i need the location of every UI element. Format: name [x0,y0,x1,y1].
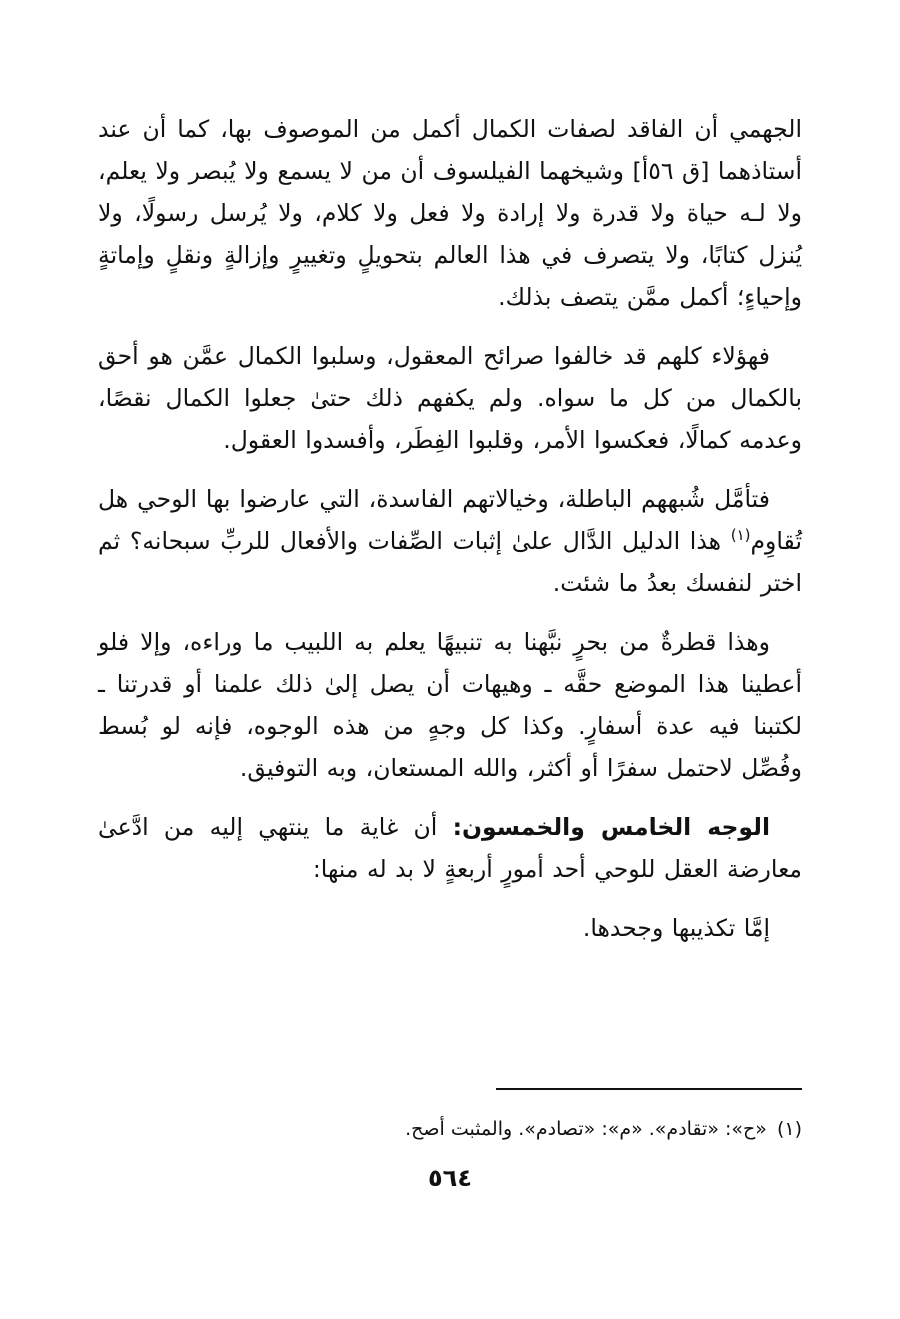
page-number: ٥٦٤ [428,1164,472,1192]
paragraph-4 [98,621,802,789]
paragraph-3 [98,478,802,604]
footnote-marker: (١) [776,1118,802,1140]
paragraph-1 [98,108,802,318]
footnote-text: «ح»: «تقادم». «م»: «تصادم». والمثبت أصح. [405,1118,767,1140]
paragraph-3-text-after: هذا الدليل الدَّال علىٰ إثبات الصِّفات والأفعال للربِّ سبحانه؟ ثم اختر لنفسك بعدُ ما شئت. [98,527,802,597]
footnote-reference: (١) [730,526,751,545]
paragraph-1-text: الجهمي أن الفاقد لصفات الكمال أكمل من الموصوف بها، كما أن عند أستاذهما [ق ٥٦أ] وشيخهما الفيلسوف أن من لا يسمع ولا يُبصر ولا يعلم، ولا لـه حياة ولا قدرة ولا إرادة ولا فعل ولا كلام، ولا يُرسل رسولًا، ولا يُنزل كتابًا، ولا يتصرف في هذا العالم بتحويلٍ وتغييرٍ وإزالةٍ ونقلٍ وإماتةٍ وإحياءٍ؛ أكمل ممَّن يتصف بذلك. [98,115,803,311]
footnote-divider [496,1088,802,1090]
paragraph-6-text: إمَّا تكذيبها وجحدها. [582,914,770,942]
paragraph-3-text-before: فتأمَّل شُبههم الباطلة، وخيالاتهم الفاسدة، التي عارضوا بها الوحي هل تُقاوِم [98,485,802,555]
section-heading: الوجه الخامس والخمسون: [452,813,770,841]
paragraph-2 [98,335,802,461]
paragraph-4-text: وهذا قطرةٌ من بحرٍ نبَّهنا به تنبيهًا يعلم به اللبيب ما وراءه، وإلا فلو أعطينا هذا الموضع حقَّه ـ وهيهات أن يصل إلىٰ ذلك علمنا أو قدرتنا ـ لكتبنا فيه عدة أسفارٍ. وكذا كل وجهٍ من هذه الوجوه، فإنه لو بُسط وفُصِّل لاحتمل سفرًا أو أكثر، والله المستعان، وبه التوفيق. [98,628,802,782]
paragraph-6 [98,907,802,949]
paragraph-2-text: فهؤلاء كلهم قد خالفوا صرائح المعقول، وسلبوا الكمال عمَّن هو أحق بالكمال من كل ما سواه. ولم يكفهم ذلك حتىٰ جعلوا الكمال نقصًا، وعدمه كمالًا، فعكسوا الأمر، وقلبوا الفِطَر، وأفسدوا العقول. [98,342,802,454]
footnote [98,1114,802,1144]
paragraph-5 [98,806,802,890]
paragraph-5-text: أن غاية ما ينتهي إليه من ادَّعىٰ معارضة العقل للوحي أحد أمورٍ أربعةٍ لا بد له منها: [98,813,802,883]
